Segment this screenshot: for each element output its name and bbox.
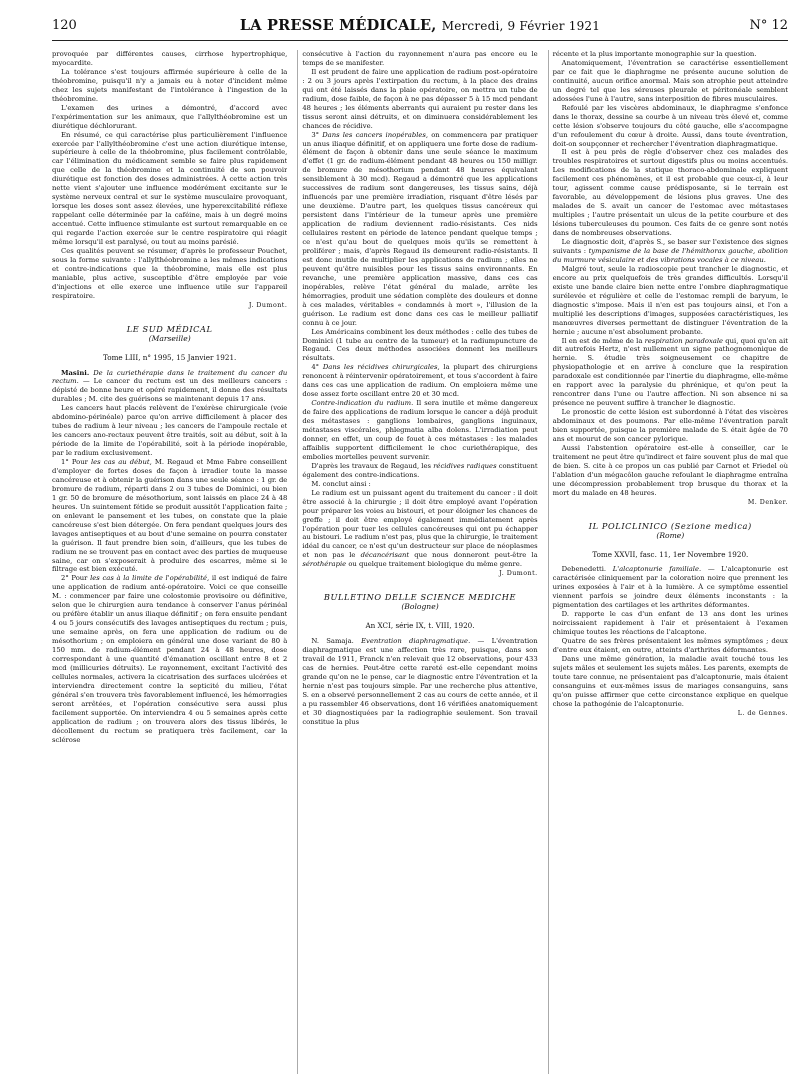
paragraph <box>302 462 537 480</box>
issue-date: Mercredi, 9 Février 1921 <box>441 19 601 33</box>
abstract-title: L'alcaptonurie familiale. <box>612 565 702 574</box>
column-2 <box>297 50 537 1074</box>
paragraph: Il est à peu près de règle d'observer chez ces malades des troubles respiratoires et surtout digestifs plus ou moins accentués. Les modifications de la statique thoraco-abdominale expliquent facilement ces phénomènes, et il est probable que ceux-ci, à leur tour, agissent comme cause prédisposante, si le terrain est favorable, au développement de lésions plus graves. Une des malades de S. avait un cancer de l'estomac avec métastases multiples ; l'autre présentait un ulcus de la petite courbure et des lésions tuberculeuses du poumon. Ces faits de ce genre sont notés dans de nombreuses observations. <box>552 148 788 238</box>
journal-heading: BULLETINO DELLE SCIENCE MEDICHE <box>323 592 517 603</box>
emphasis: respiration paradoxale <box>644 336 724 345</box>
emphasis: Dans les cancers inopérables, <box>322 130 429 139</box>
page-number: 120 <box>52 18 77 33</box>
paragraph-text: la plupart des chirurgiens renoncent à réintervenir opératoirement, et tous s'accordent à faire dans ces cas une application de radium. On emploiera même une dose assez forte oscillant entre 20 et 30 mcd. <box>302 363 538 399</box>
emphasis: Contre-indication du radium. <box>311 399 414 408</box>
paragraph: Les Américains combinent les deux méthodes : celle des tubes de Dominici (1 tube au centre de la tumeur) et la radiumpuncture de Regaud. Ces deux méthodes associées donnent les meilleurs résultats. <box>302 327 538 363</box>
paragraph-text: il est indiqué de faire une application de radium anté-opératoire. Voici ce que conseille M. : commencer par faire une colostomie provisoire ou définitive, selon que le chirurgien aura tendance à conserver l'anus périnéal ou préfère établir un anus iliaque définitif ; on fera ensuite pendant 4 ou 5 jours consécutifs des lavages antiseptiques du rectum ; puis, une semaine après, on fera une application de radium ou de mésothorium ; on emploiera en général une dose variant de 80 à 150 mm. de radium-élément pendant 24 à 48 heures, dose correspondant à une quantité d'émanation oscillant entre 8 et 2 mcd (millicuries détruits). Le rayonnement, excitant l'activité des cellules normales, activera la cicatrisation des surfaces ulcérées et interviendra directement contre la septicité du milieu, l'état général s'en trouvera très favorablement influencé, les hémorragies seront arrêtées, et l'opération consécutive sera aussi plus facilement supportée. On interviendra 4 ou 5 semaines après cette application de radium ; on trouvera alors des tissus libérés, le décollement du rectum se pratiquera très facilement, car la sclérose <box>52 574 288 744</box>
paragraph <box>302 489 537 570</box>
emphasis: les cas au début, <box>90 458 152 467</box>
journal-volume: Tome LIII, n° 1995, 15 Janvier 1921. <box>103 352 237 362</box>
journal-city: (Bologne) <box>401 602 439 612</box>
paragraph: Les cancers haut placés relèvent de l'exérèse chirurgicale (voie abdomino-périnéale) parce qu'on arrive difficilement à placer des tubes de radium à leur niveau ; les cancers de l'ampoule rectale et les cancers ano-rectaux peuvent être traités, soit au début, soit à la période de la limite de l'opérabilité, soit à la période inopérable, par le radium exclusivement. <box>52 404 288 458</box>
journal-city: (Marseille) <box>148 333 191 343</box>
paragraph: Refoulé par les viscères abdominaux, le diaphragme s'enfonce dans le thorax, dessine sa courbe à un niveau très élevé et, comme cette lésion s'observe toujours du côté gauche, elle s'accompagne d'un refoulement du cœur à droite. Aussi, dans toute éventration, doit-on soupçonner et rechercher l'éventration diaphragmatique. <box>552 103 788 148</box>
journal-city: (Rome) <box>656 530 685 540</box>
emphasis: décancérisant <box>360 551 410 560</box>
emphasis: Dans les récidives chirurgicales, <box>322 363 440 372</box>
journal-volume: Tome XXVII, fasc. 11, 1er Novembre 1920. <box>592 549 749 559</box>
paragraph: D. rapporte le cas d'un enfant de 13 ans dont les urines noircissaient rapidement à l'air et présentaient à l'examen chimique toutes les réactions de l'alcaptone. <box>552 610 788 637</box>
abstract-title: De la curiethérapie dans le traitement du cancer du rectum. <box>52 368 288 386</box>
journal-masthead <box>52 17 788 34</box>
abstract-author: N. Samaja. <box>311 637 354 646</box>
paragraph-lead: 2° Pour <box>61 574 88 583</box>
paragraph-text: qui, quoi qu'en ait dit autrefois Hertz, n'est nullement un signe pathognomonique de hernie. S. étudie très soigneusement ce chapitre de physiopathologie et en arrive à conclure que la respiration paradoxale est conditionnée par l'inertie du diaphragme, elle-même en rapport avec la paralysie du phrénique, et qu'on peut la rencontrer dans l'une ou l'autre affection. Ni son absence ni sa présence ne peuvent suffire à trancher le diagnostic. <box>552 336 788 408</box>
abstract-lead <box>52 369 287 405</box>
paragraph-text: que nous donneront peut-être la <box>414 551 538 560</box>
paragraph-text: ou quelque traitement biologique du même genre. <box>348 560 522 569</box>
paragraph: Aussi l'abstention opératoire est-elle à conseiller, car le traitement ne peut être qu'indirect et faire souvent plus de mal que de bien. S. cite à ce propos un cas publié par Carnot et Friedel où l'ablation d'un mégacôlon gauche refoulant le diaphragme entraîna une décompression probablement trop brusque du thorax et la mort du malade en 48 heures. <box>552 443 788 497</box>
issue-number: N° 12 <box>749 18 788 33</box>
paragraph-lead: 4° <box>311 363 320 372</box>
journal-heading: IL POLICLINICO (Sezione medica) <box>588 520 752 531</box>
paragraph: M. conclut ainsi : <box>311 479 371 488</box>
paragraph-lead: 1° Pour <box>61 458 88 467</box>
paragraph-text: M. Regaud et Mme Fabre conseillent d'employer de fortes doses de façon à irradier toute la masse cancéreuse et à obtenir la guérison dans une seule séance : 1 gr. de bromure de radium, réparti dans 2 ou 3 tubes de Dominici, ou bien 1 gr. 50 de bromure de mésothorium, sont laissés en place 24 à 48 heures. Un suintement fétide se produit aussitôt l'application faite ; on enlevant le pansement et les tubes, on constate que la plaie cancéreuse s'est bien détergée. On fera pendant quelques jours des lavages antiseptiques et au bout d'une semaine on pourra constater la guérison. Il faut prendre bien soin, d'ailleurs, que les tubes de radium ne se trouvent pas en contact avec des parties de muqueuse saine, car on s'exposerait à produire des escarres, même si le filtrage est bien exécuté. <box>52 458 288 574</box>
abstract-lead <box>553 565 788 610</box>
paragraph <box>52 574 287 744</box>
paragraph <box>553 238 788 265</box>
paragraph <box>553 337 788 409</box>
paragraph: Le pronostic de cette lésion est subordonné à l'état des viscères abdominaux et des poumons. Par elle-même l'éventration paraît bien supportée, puisque la première malade de S. était âgée de 70 ans et mourut de son cancer pylorique. <box>552 408 788 443</box>
paragraph: récente et la plus importante monographie sur la question. <box>552 50 757 58</box>
abstract-author: Masini. <box>61 368 90 377</box>
paragraph <box>52 458 287 574</box>
paragraph: Dans une même génération, la maladie avait touché tous les sujets mâles et seulement les sujets mâles. Les parents, exempts de toute tare connue, ne présentaient pas d'alcaptonurie, mais étaient consanguins et eux-mêmes issus de mariages consanguins, sans qu'on puisse affirmer que cette circonstance explique en quelque chose la pathogénie de l'alcaptonurie. <box>552 655 788 708</box>
abstract-author: Debenedetti. <box>561 565 607 574</box>
paragraph: Quatre de ses frères présentaient les mêmes symptômes ; deux d'entre eux étaient, en outre, atteints d'arthrites déformantes. <box>552 637 788 655</box>
paragraph: L'examen des urines a démontré, d'accord avec l'expérimentation sur les animaux, que l'allylthéobromine est un diurétique déchlorurant. <box>52 103 288 130</box>
paragraph: Il est prudent de faire une application de radium post-opératoire : 2 ou 3 jours après l'extirpation du rectum, à la place des drains qui ont été laissés dans la plaie opératoire, on mettra un tube de radium, dose faible, de façon à ne pas dépasser 5 à 15 mcd pendant 48 heures ; les éléments aberrants qui auraient pu rester dans les tissus seront ainsi détruits, et on diminuera considérablement les chances de récidive. <box>302 67 538 130</box>
journal-heading: LE SUD MÉDICAL <box>126 323 213 334</box>
paragraph <box>302 363 537 399</box>
paragraph: En résumé, ce qui caractérise plus particulièrement l'influence exercée par l'allylthéobromine c'est une action diurétique intense, supérieure à celle de la théobromine, plus facilement contrôlable, car l'élimination du médicament semble se faire plus rapidement que celle de la théobromine et la continuité de son pouvoir diurétique est fonction des doses administrées. À cette action très nette vient s'ajouter une influence modérément excitante sur le système nerveux central et sur le système musculaire provoquant, lorsque les doses sont assez élevées, une hyperexcitabilité réflexe rappelant celle déterminée par la caféine, mais à un degré moins accentué. Cette influence stimulante est surtout remarquable en ce qui regarde l'action exercée sur le centre respiratoire qui réagit même lorsqu'il est paralysé, ou tout au moins parésié. <box>52 130 288 247</box>
paragraph: Anatomiquement, l'éventration se caractérise essentiellement par ce fait que le diaphragme ne présente aucune solution de continuité, aucun orifice anormal. Mais son atrophie peut atteindre un degré tel que les séreuses pleurale et péritonéale semblent adossées l'une à l'autre, sans interposition de fibres musculaires. <box>552 58 788 103</box>
journal-volume: An XCI, série IX, t. VIII, 1920. <box>365 621 475 631</box>
paragraph-lead: 3° <box>311 130 320 139</box>
column-3 <box>548 50 788 1074</box>
article-columns <box>52 50 788 1074</box>
author-signature: L. de Gennes. <box>737 709 788 717</box>
paragraph: consécutive à l'action du rayonnement n'aura pas encore eu le temps de se manifester. <box>302 50 538 67</box>
paragraph: Ces qualités peuvent se résumer, d'après le professeur Pouchet, sous la forme suivante : l'allylthéobromine a les mêmes indications et contre-indications que la théobromine, mais elle est plus maniable, plus active, susceptible d'être employée par voie d'injections et elle exerce une influence utile sur l'appareil respiratoire. <box>52 246 288 300</box>
paragraph: La tolérance s'est toujours affirmée supérieure à celle de la théobromine, puisqu'il n'y a jamais eu à noter d'incident même chez les sujets manifestant de l'intolérance à l'ingestion de la théobromine. <box>52 67 288 103</box>
paragraph-text: Il en est de même de la <box>561 336 643 345</box>
abstract-text: — L'éventration diaphragmatique est une affection très rare, puisque, dans son travail de 1911, Franck n'en relevait que 12 observations, pour 433 cas de hernies. Peut-être cette rareté est-elle cependant moins grande qu'on ne le pense, car le diagnostic entre l'éventration et la hernie n'est pas toujours simple. Par une recherche plus attentive, S. en a observé personnellement 2 cas au cours de cette année, et il a pu rassembler 46 observations, dont 16 vérifiées anatomiquement et 30 diagnostiquées par la radiographie seulement. Son travail constitue la plus <box>302 637 538 726</box>
emphasis: les cas à la limite de l'opérabilité, <box>90 574 210 583</box>
abstract-text: — L'alcaptonurie est caractérisée cliniquement par la coloration noire que prennent les urines exposées à l'air et à la lumière. À ce symptôme essentiel viennent parfois se joindre deux éléments inconstants : la pigmentation des cartilages et les arthrites déformantes. <box>552 565 788 610</box>
author-signature: J. Dumont. <box>248 301 288 309</box>
paragraph-lead: D'après les travaux de Regaud, les <box>311 461 431 470</box>
abstract-title: Eventration diaphragmatique. <box>361 637 471 646</box>
author-signature: M. Denker. <box>747 498 788 506</box>
abstract-text: — Le cancer du rectum est un des meilleurs cancers : dépisté de bonne heure et opéré rapidement, il donne des résultats durables ; M. cite des guérisons se maintenant depuis 17 ans. <box>52 377 288 404</box>
emphasis: récidives radiques <box>433 461 497 470</box>
paragraph-text: Le diagnostic doit, d'après S., se baser sur l'existence des signes suivants : <box>552 238 788 255</box>
emphasis: sérothérapie <box>302 560 347 569</box>
paragraph-text: on commencera par pratiquer un anus iliaque définitif, et on appliquera une forte dose de radium-élément de façon à obtenir dans une seule séance le maximum d'effet (1 gr. de radium-élément pendant 48 heures ou 150 milligr. de bromure de mésothorium pendant 48 heures équivalant sensiblement à 30 mcd). Regaud a démontré que les applications successives de radium sont dangereuses, les tissus sains, déjà influencés par une première irradiation, risquant d'être lésés par une deuxième. D'autre part, les quelques tissus cancéreux qui persistent dans l'intérieur de la tumeur après une première application de radium deviennent radio-résistants. Ces nids cellulaires restent en période de latence pendant quelque temps ; ce n'est qu'au bout de quelques mois qu'ils se remettent à proliférer ; mais, d'après Regaud ils demeurent radio-résistants. Il est donc inutile de multiplier les applications de radium ; elles ne peuvent qu'être nuisibles pour les tissus sains environnants. En revanche, une première application massive, dans ces cas inopérables, relève l'état général du malade, arrête les hémorragies, produit une sédation complète des douleurs et donne à ces malades, véritables « condamnés à mort », l'illusion de la guérison. Le radium est donc dans ces cas le meilleur palliatif connu à ce jour. <box>302 130 538 327</box>
paragraph: provoquée par différentes causes, cirrhose hypertrophique, myocardite. <box>52 50 288 67</box>
paragraph-text: Il sera inutile et même dangereux de faire des applications de radium lorsque le cancer a déjà produit des métastases : ganglions lombaires, ganglions inguinaux, métastases viscérales, phlegmatia alba dolens. L'irradiation peut donner, en effet, un coup de fouet à ces métastases : les malades affaiblis supportent difficilement le choc curiethérapique, des embolies mortelles peuvent survenir. <box>302 399 538 461</box>
author-signature: J. Dumont. <box>499 570 538 578</box>
paragraph-text: Le radium est un puissant agent du traitement du cancer : il doit être associé à la chirurgie ; il doit être employé avant l'opération pour préparer les voies au bistouri, et pour éloigner les chances de greffe ; il doit être employé également immédiatement après l'opération pour tuer les cellules cancéreuses qui ont pu échapper au bistouri. Le radium n'est pas, plus que la chirurgie, le traitement idéal du cancer, ce n'est qu'un destructeur sur place de néoplasmes et non pas le <box>302 488 538 560</box>
paragraph-text: constituent également des contre-indications. <box>302 461 538 479</box>
column-1 <box>52 50 287 1074</box>
emphasis: tympanisme de la base de l'hémithorax gauche, abolition du murmure vésiculaire et des vibrations vocales à ce niveau. <box>552 246 788 264</box>
paragraph: Malgré tout, seule la radioscopie peut trancher le diagnostic, et encore au prix quelquefois de très grandes difficultés. Lorsqu'il existe une bande claire bien nette entre l'ombre diaphragmatique surélevée et régulière et celle de l'estomac rempli de baryum, le diagnostic s'impose. Mais il n'en est pas toujours ainsi, et l'on a multiplié les descriptions d'images, supposées caractéristiques, les manœuvres diverses permettant de distinguer l'éventration de la hernie ; aucune n'est absolument probante. <box>552 264 788 336</box>
paragraph <box>302 131 537 328</box>
page-header <box>52 18 788 41</box>
paragraph <box>302 399 537 462</box>
journal-title: LA PRESSE MÉDICALE, <box>239 17 437 34</box>
abstract-lead <box>302 637 537 727</box>
